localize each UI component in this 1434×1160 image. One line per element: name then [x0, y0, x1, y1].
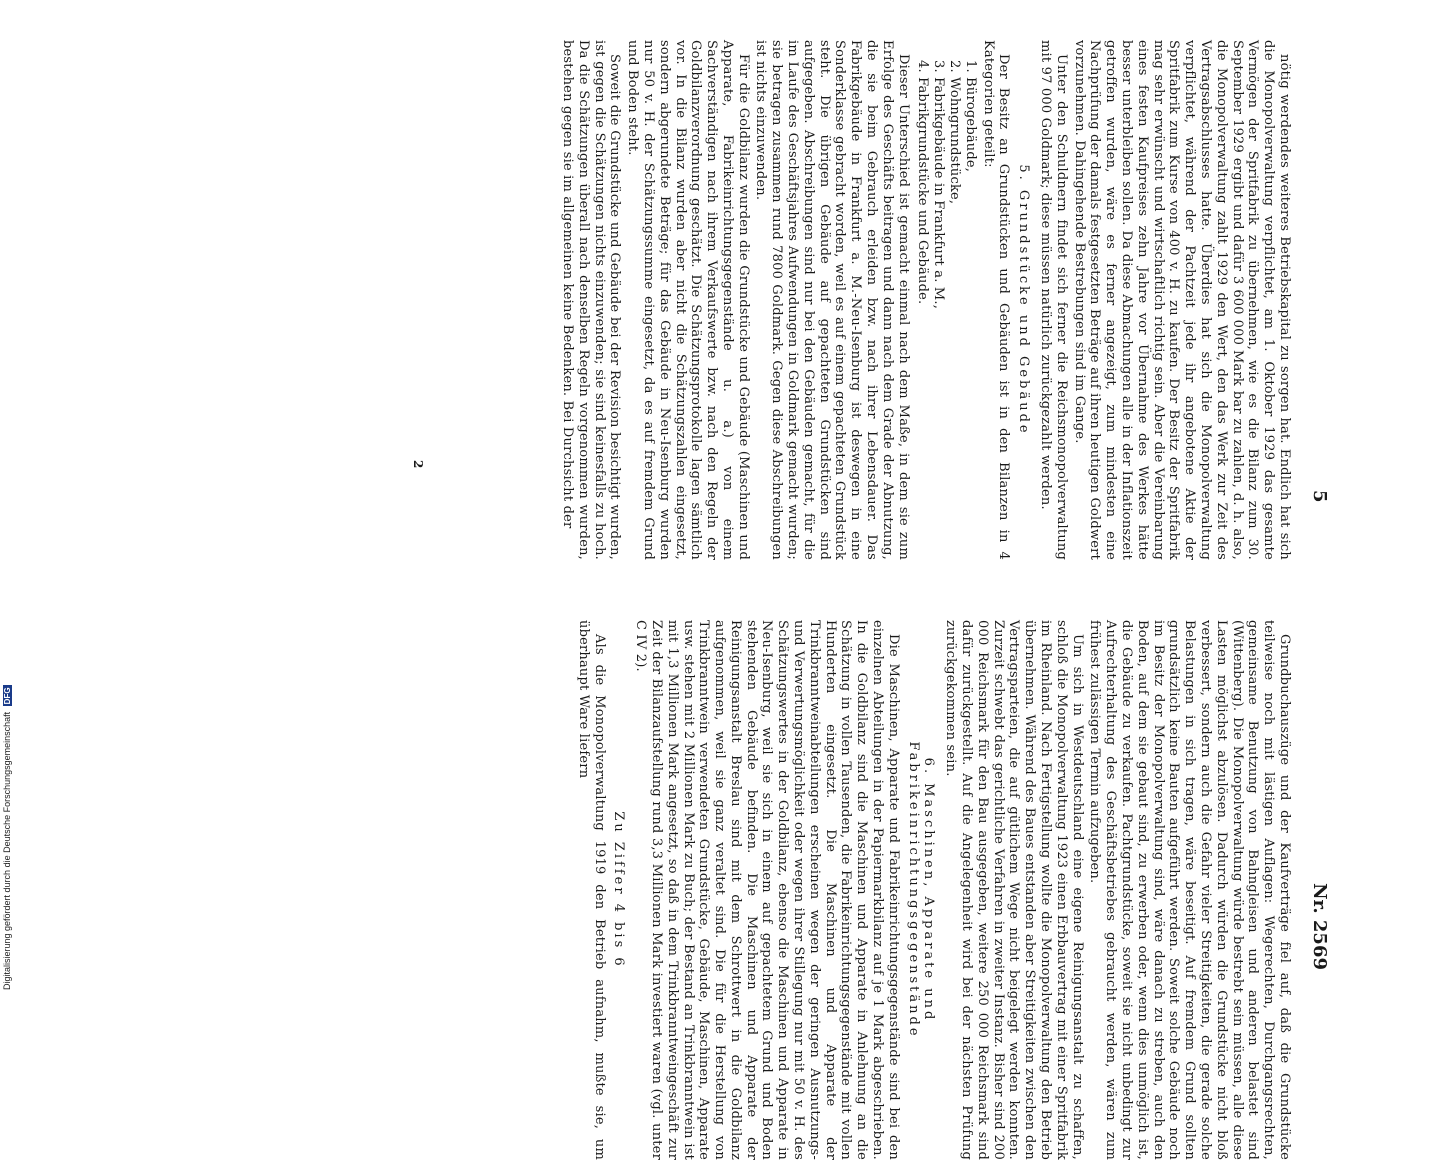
section-heading: Zu Ziffer 4 bis 6: [611, 811, 627, 969]
document-number: Nr. 2569: [1309, 883, 1330, 970]
list-item: 4. Fabrikgrundstücke und Gebäude.: [915, 60, 931, 305]
right-column: [573, 620, 1292, 1160]
section-heading: 6. Maschinen, Apparate und Fabrikeinrichtungsgegenstände: [905, 741, 937, 1039]
paragraph: nötig werdendes weiteres Betriebskapital zu sorgen hat. Endlich hat sich die Monopolverwaltung verpflichtet, am 1. Oktober 1929 das gesamte Vermögen der Spritfabrik zu übernehmen, wie es die Bilanz zum 30. September 1929 ergibt und dafür 3 600 000 Mark bar zu zahlen, d. h. also, die Monopolverwaltung zahlt 1929 den Wert, den das Werk zur Zeit des Vertragsabschlusses hatte. Überdies hat sich die Monopolverwaltung verpflichtet, während der Pachtzeit jede ihr angebotene Aktie der Spritfabrik zum Kurse von 400 v. H. zu kaufen. Der Besitz der Spritfabrik mag sehr erwünscht und wirtschaftlich richtig sein. Aber die Vereinbarung eines festen Kaufpreises zehn Jahre vor Übernahme des Werkes hätte besser unterbleiben sollen. Da diese Abmachungen alle in der Inflationszeit getroffen wurden, wäre es ferner angezeigt, zum mindesten eine Nachprüfung der damals festgesetzten Beträge auf ihren heutigen Goldwert vorzunehmen. Dahingehende Bestrebungen sind im Gange.: [1071, 40, 1292, 560]
funding-credit: [2, 10, 12, 990]
list-item: 3. Fabrikgebäude in Frankfurt a. M.,: [931, 60, 947, 310]
dfg-logo: DFG: [3, 687, 12, 705]
funding-credit-text: Digitalisierung gefördert durch die Deutsche Forschungsgemeinschaft: [2, 711, 12, 990]
section-heading: 5. Grundstücke und Gebäude: [1016, 164, 1032, 436]
paragraph: Als die Monopolverwaltung 1919 den Betrieb aufnahm, mußte sie, um überhaupt Ware liefern: [575, 620, 607, 1160]
paragraph: Unter den Schuldnern findet sich ferner die Reichsmonopolverwaltung mit 97 000 Goldmark; diese müssen natürlich zurückgezahlt werden.: [1038, 40, 1069, 560]
signature-mark: 2: [411, 460, 425, 469]
paragraph: Um sich in Westdeutschland eine eigene Reinigungsanstalt zu schaffen, schloß die Monopolverwaltung 1923 einen Erbbauvertrag mit einer Spritfabrik im Rheinland. Nach Fertigstellung wollte die Monopolverwaltung den Betrieb übernehmen. Während des Baues entstanden aber Streitigkeiten zwischen den Vertragsparteien, die auf gütlichem Wege nicht beigelegt werden konnten. Zurzeit schwebt das gerichtliche Verfahren in zweiter Instanz. Bisher sind 200 000 Reichsmark für den Bau ausgegeben, weitere 250 000 Reichsmark sind dafür zurückgestellt. Auf die Angelegenheit wird bei der nächsten Prüfung zurückgekommen sein.: [943, 620, 1085, 1160]
paragraph: Für die Goldbilanz wurden die Grundstücke und Gebäude (Maschinen und Apparate, Fabrikeinrichtungsgegenstände u. a.) von einem Sachverständigen nach ihrem Verkaufswerte bzw. nach den Regeln der Goldbilanzverordnung geschätzt. Die Schätzungsprotokolle lagen sämtlich vor. In die Bilanz wurden aber nicht die Schätzungszahlen eingesetzt, sondern abgerundete Beträge; für das Gebäude in Neu-Isenburg wurden nur 50 v. H. der Schätzungssumme eingesetzt, da es auf fremdem Grund und Boden steht.: [625, 40, 751, 560]
paragraph: Grundbuchauszüge und der Kaufverträge fiel auf, daß die Grundstücke teilweise noch mit lästigen Auflagen: Wegerechten, Durchgangsrechten, gemeinsame Benutzung von Bahngleisen und anderen belastet sind (Wittenberg). Die Monopolverwaltung würde bestrebt sein müssen, alle diese Lasten möglichst abzulösen. Dadurch würden die Grundstücke nicht bloß verbessert, sondern auch die Gefahr vieler Streitigkeiten, die gerade solche Belastungen in sich tragen, wäre beseitigt. Auf fremdem Grund sollten grundsätzlich keine Bauten aufgeführt werden. Soweit solche Gebäude noch im Besitz der Monopolverwaltung sind, wäre danach zu streben, auch den Boden, auf dem sie gebaut sind, zu erwerben oder, wenn dies unmöglich ist, die Gebäude zu verkaufen. Pachtgrundstücke, soweit sie nicht unbedingt zur Aufrechterhaltung des Geschäftsbetriebes gebraucht werden, wären zum frühest zulässigen Termin aufzugeben.: [1087, 620, 1292, 1160]
left-column: [557, 40, 1292, 560]
paragraph: Die Maschinen, Apparate und Fabrikeinrichtungsgegenstände sind bei den einzelnen Abteilungen in der Papiermarkbilanz auf je 1 Mark abgeschrieben. In die Goldbilanz sind die Maschinen und Apparate in Anlehnung an die Schätzung in vollen Tausenden, die Fabrikeinrichtungsgegenstände mit vollen Hunderten eingesetzt. Die Maschinen und Apparate der Trinkbranntweinabteilungen erscheinen wegen der geringen Ausnutzungs- und Verwertungsmöglichkeit oder wegen ihrer Stillegung nur mit 50 v. H. des Schätzungswertes in der Goldbilanz, ebenso die Maschinen und Apparate in Neu-Isenburg, weil sie sich in einem auf gepachtetem Grund und Boden stehenden Gebäude befinden. Die Maschinen und Apparate der Reinigungsanstalt Breslau sind mit dem Schrottwert in die Goldbilanz aufgenommen, weil sie ganz veraltet sind. Die für die Herstellung von Trinkbranntwein verwendeten Grundstücke, Gebäude, Maschinen, Apparate usw. stehen mit 2 Millionen Mark zu Buch; der Bestand an Trinkbranntwein ist mit 1,3 Millionen Mark angesetzt, so daß in dem Trinkbranntweingeschäft zur Zeit der Bilanzaufstellung rund 3,3 Millionen Mark investiert waren (vgl. unter C IV 2).: [633, 620, 901, 1160]
list-item: 1. Bürogebäude,: [962, 60, 978, 173]
page-number: 5: [1309, 490, 1330, 503]
paragraph: Dieser Unterschied ist gemacht einmal nach dem Maße, in dem sie zum Erfolge des Geschäfts beitragen und dann nach dem Grade der Abnutzung, die sie beim Gebrauch erleiden bzw. nach ihrer Lebensdauer. Das Fabrikgebäude in Frankfurt a. M.-Neu-Isenburg ist deswegen in eine Sonderklasse gebracht worden, weil es auf einem gepachteten Grundstück steht. Die übrigen Gebäude auf gepachteten Grundstücken sind aufgegeben. Abschreibungen sind nur bei den Gebäuden gemacht, für die im Laufe des Geschäftsjahres Aufwendungen in Goldmark gemacht wurden; sie betragen zusammen rund 7800 Goldmark. Gegen diese Abschreibungen ist nichts einzuwenden.: [753, 40, 911, 560]
category-list: [915, 60, 978, 560]
list-item: 2. Wohngrundstücke,: [947, 60, 963, 205]
digitization-sidebar: [0, 0, 16, 1000]
paragraph: Soweit die Grundstücke und Gebäude bei der Revision besichtigt wurden, ist gegen die Schätzungen nichts einzuwenden; sie sind keinesfalls zu hoch. Da die Schätzungen überall nach denselben Regeln vorgenommen wurden, bestehen gegen sie im allgemeinen keine Bedenken. Bei Durchsicht der: [559, 40, 623, 560]
paragraph: Der Besitz an Grundstücken und Gebäuden ist in den Bilanzen in 4 Kategorien geteilt:: [980, 40, 1012, 560]
rotated-page-content: [150, 40, 1330, 1160]
